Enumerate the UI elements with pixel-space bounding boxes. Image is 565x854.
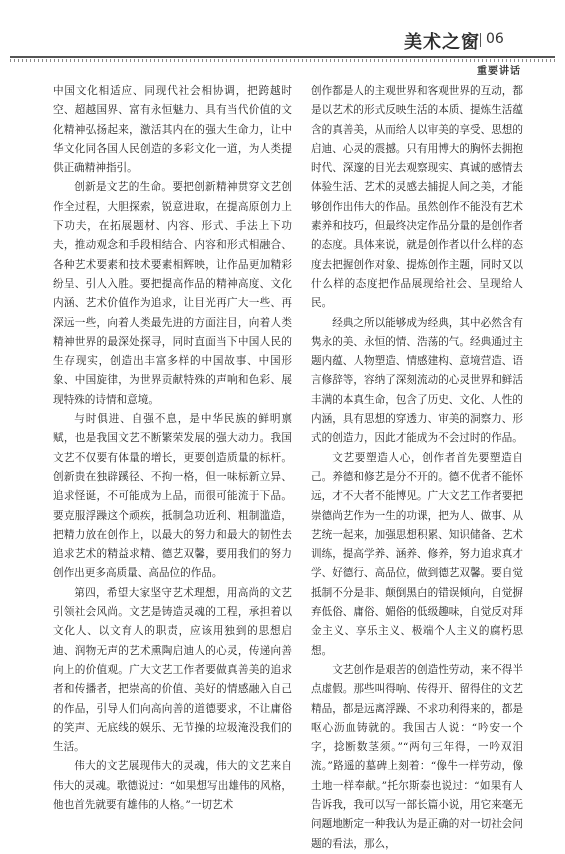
paragraph: 与时俱进、自强不息，是中华民族的鲜明禀赋，也是我国文艺不断繁荣发展的强大动力。我国文艺不仅要有体量的增长，更要创造质量的标杆。创新贵在独辟蹊径、不拘一格，但一味标新立异、追求怪诞，不可能成为上品，而很可能流于下品。要克服浮躁这个顽疾，抵制急功近利、粗制滥造，把精力放在创作上，以最大的努力和最大的韧性去追求艺术的精益求精、德艺双馨，要用我们的努力创作出更多高质量、高品位的作品。 — [53, 413, 292, 580]
right-column — [311, 82, 523, 854]
left-column — [53, 82, 292, 815]
magazine-title: 美术之窗 — [402, 28, 482, 54]
paragraph: 文艺创作是艰苦的创造性劳动，来不得半点虚假。那些叫得响、传得开、留得住的文艺精品，都是远离浮躁、不求功利得来的，都是呕心沥血铸就的。我国古人说：“吟安一个字，捻断数茎须。”“两句三年得，一吟双泪流。”路遥的墓碑上刻着：“像牛一样劳动，像土地一样奉献。”托尔斯泰也说过：“如果有人告诉我，我可以写一部长篇小说，用它来毫无问题地断定一种我认为是正确的对一切社会问题的看法，那么， — [311, 663, 523, 850]
paragraph: 中国文化相适应、同现代社会相协调，把跨越时空、超越国界、富有永恒魅力、具有当代价值的文化精神弘扬起来，激活其内在的强大生命力，让中华文化同各国人民创造的多彩文化一道，为人类提供正确精神指引。 — [53, 85, 292, 175]
header-dotted-rule — [10, 59, 555, 62]
paragraph: 第四，希望大家坚守艺术理想，用高尚的文艺引领社会风尚。文艺是铸造灵魂的工程，承担着以文化人、以文育人的职责，应该用独到的思想启迪、润物无声的艺术熏陶启迪人的心灵，传递向善向上的价值观。广大文艺工作者要做真善美的追求者和传播者，把崇高的价值、美好的情感融入自己的作品，引导人们向高向善的道德要求，不让庸俗的笑声、无底线的娱乐、无节操的垃圾淹没我们的生活。 — [53, 586, 292, 754]
paragraph: 伟大的文艺展现伟大的灵魂，伟大的文艺来自伟大的灵魂。歌德说过：“如果想写出雄伟的风格，他也首先就要有雄伟的人格。”一切艺术 — [53, 760, 292, 811]
paragraph: 创新是文艺的生命。要把创新精神贯穿文艺创作全过程，大胆探索，锐意进取，在提高原创力上下功夫，在拓展题材、内容、形式、手法上下功夫，推动观念和手段相结合、内容和形式相融合、各种艺术要素和技术要素相辉映，让作品更加精彩纷呈、引人入胜。要把提高作品的精神高度、文化内涵、艺术价值作为追求，让目光再广大一些、再深远一些，向着人类最先进的方面注目，向着人类精神世界的最深处探寻，同时直面当下中国人民的生存现实，创造出丰富多样的中国故事、中国形象、中国旋律，为世界贡献特殊的声响和色彩、展现特殊的诗情和意境。 — [53, 181, 292, 406]
page-number: 06 — [486, 31, 504, 47]
page-header — [0, 28, 565, 77]
section-label: 重要讲话 — [477, 66, 521, 77]
paragraph: 文艺要塑造人心，创作者首先要塑造自己。养德和修艺是分不开的。德不优者不能怀远，才不大者不能博见。广大文艺工作者要把崇德尚艺作为一生的功课，把为人、做事、从艺统一起来，加强思想积累、知识储备、艺术训练，提高学养、涵养、修养，努力追求真才学、好德行、高品位，做到德艺双馨。要自觉抵制不分是非、颠倒黑白的错误倾向，自觉摒弃低俗、庸俗、媚俗的低级趣味，自觉反对拜金主义、享乐主义、极端个人主义的腐朽思想。 — [311, 451, 523, 657]
header-rule — [10, 56, 555, 58]
paragraph: 创作都是人的主观世界和客观世界的互动，都是以艺术的形式反映生活的本质、提炼生活蕴含的真善美，从而给人以审美的享受、思想的启迪、心灵的震撼。只有用博大的胸怀去拥抱时代、深邃的目光去观察现实、真诚的感情去体验生活、艺术的灵感去捕捉人间之美，才能够创作出伟大的作品。虽然创作不能没有艺术素养和技巧，但最终决定作品分量的是创作者的态度。具体来说，就是创作者以什么样的态度去把握创作对象、提炼创作主题，同时又以什么样的态度把作品展现给社会、呈现给人民。 — [311, 85, 523, 310]
paragraph: 经典之所以能够成为经典，其中必然含有隽永的美、永恒的情、浩荡的气。经典通过主题内蕴、人物塑造、情感建构、意境营造、语言修辞等，容纳了深刻流动的心灵世界和鲜活丰满的本真生命，包含了历史、文化、人性的内涵，具有思想的穿透力、审美的洞察力、形式的创造力，因此才能成为不会过时的作品。 — [311, 316, 523, 445]
